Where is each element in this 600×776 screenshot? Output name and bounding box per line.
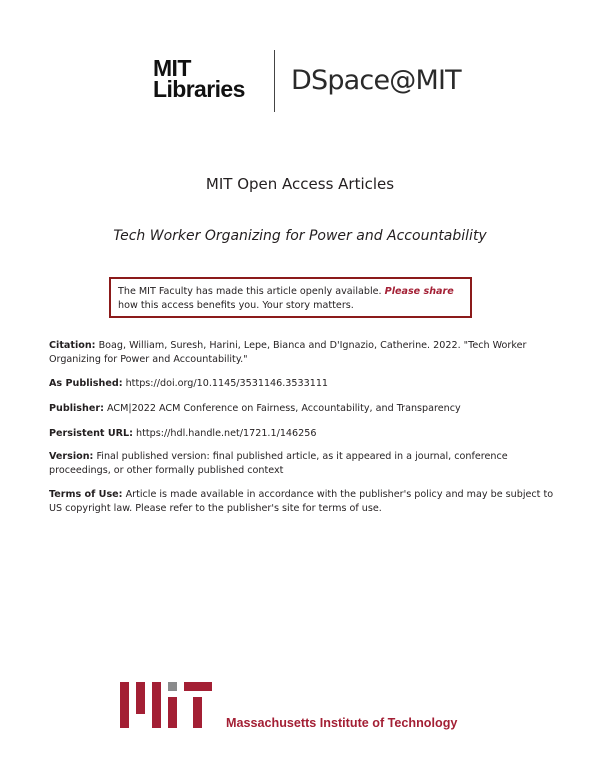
persistent-url-value[interactable]: https://hdl.handle.net/1721.1/146256 <box>132 428 317 439</box>
logo-divider <box>274 50 275 112</box>
mit-libraries-logo <box>153 55 245 102</box>
version-value: Final published version: final published article, as it appeared in a journal, conference proceedings, or other formally published context <box>49 451 508 476</box>
as-published-label: As Published: <box>49 378 123 389</box>
publisher-label: Publisher: <box>49 403 104 414</box>
citation-value: Boag, William, Suresh, Harini, Lepe, Bianca and D'Ignazio, Catherine. 2022. "Tech Worker Organizing for Power and Accountability." <box>49 340 527 365</box>
terms-label: Terms of Use: <box>49 489 123 500</box>
notice-box <box>109 277 472 318</box>
persistent-url-block <box>49 427 559 441</box>
notice-text-after: how this access benefits you. Your story matters. <box>118 300 354 311</box>
libraries-logo-line2: Libraries <box>153 76 245 102</box>
version-label: Version: <box>49 451 94 462</box>
please-share-link[interactable]: Please share <box>384 286 454 297</box>
header-logos <box>150 50 480 112</box>
series-title: MIT Open Access Articles <box>205 175 395 193</box>
persistent-url-label: Persistent URL: <box>49 428 133 439</box>
citation-label: Citation: <box>49 340 96 351</box>
publisher-block <box>49 402 559 416</box>
article-title: Tech Worker Organizing for Power and Accountability <box>113 228 487 244</box>
terms-value: Article is made available in accordance with the publisher's policy and may be subject to US copyright law. Please refer to the publisher's site for terms of use. <box>49 489 554 514</box>
mit-footer <box>120 682 500 730</box>
dspace-logo: DSpace@MIT <box>291 65 461 96</box>
terms-block <box>49 488 559 515</box>
version-block <box>49 450 559 477</box>
as-published-block <box>49 377 559 391</box>
citation-block <box>49 339 559 366</box>
institute-name: Massachusetts Institute of Technology <box>226 716 458 730</box>
notice-text-before: The MIT Faculty has made this article openly available. <box>118 286 385 297</box>
libraries-logo-line1: MIT <box>153 55 191 81</box>
mit-logo-icon <box>120 682 212 728</box>
publisher-value: ACM|2022 ACM Conference on Fairness, Accountability, and Transparency <box>103 403 461 414</box>
as-published-value[interactable]: https://doi.org/10.1145/3531146.3533111 <box>122 378 329 389</box>
